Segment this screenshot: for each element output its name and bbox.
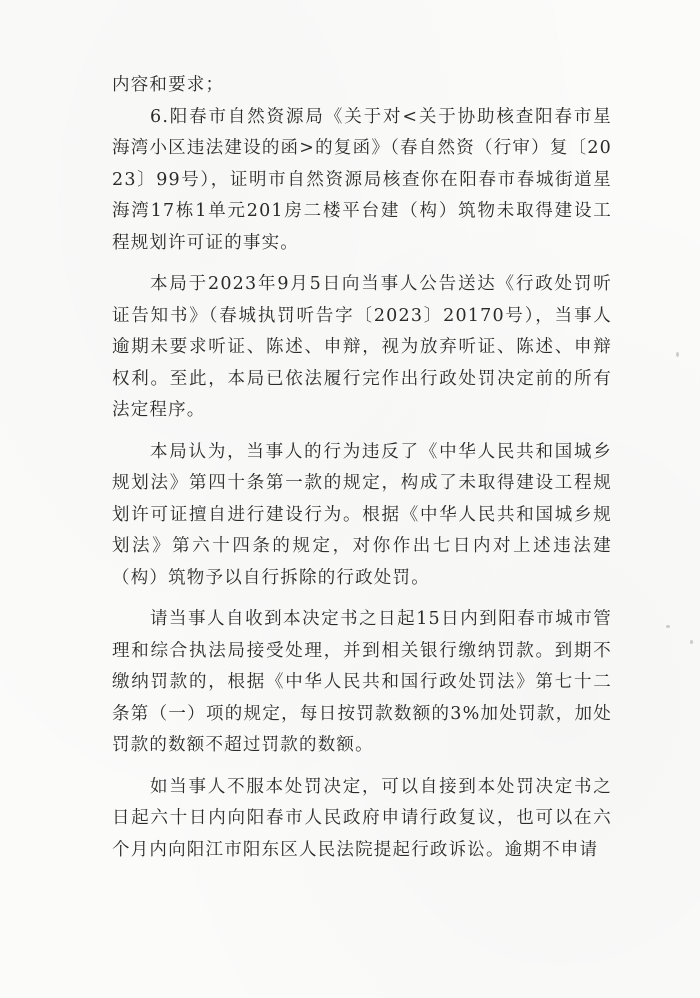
scan-speck xyxy=(666,625,670,628)
paragraph-penalty-payment: 请当事人自收到本决定书之日起15日内到阳春市城市管理和综合执法局接受处理，并到相关银行缴纳罚款。到期不缴纳罚款的，根据《中华人民共和国行政处罚法》第七十二条第（一）项的规定，每日按罚款数额的3%加处罚款，加处罚款的数额不超过罚款的数额。 xyxy=(112,609,612,755)
document-body xyxy=(112,70,612,866)
paragraph-evidence-6: 6.阳春市自然资源局《关于对<关于协助核查阳春市星海湾小区违法建设的函>的复函》（春自然资（行审）复〔2023〕99号），证明市自然资源局核查你在阳春市春城街道星海湾17栋1单元201房二楼平台建（构）筑物未取得建设工程规划许可证的事实。 xyxy=(112,106,612,253)
paragraph-hearing-notice: 本局于2023年9月5日向当事人公告送达《行政处罚听证告知书》（春城执罚听告字〔2023〕20170号），当事人逾期未要求听证、陈述、申辩，视为放弃听证、陈述、申辩权利。至此，本局已依法履行完作出行政处罚决定前的所有法定程序。 xyxy=(112,274,612,420)
scan-speck xyxy=(690,640,693,644)
paragraph-appeal-rights: 如当事人不服本处罚决定，可以自接到本处罚决定书之日起六十日内向阳春市人民政府申请行政复议，也可以在六个月内向阳江市阳东区人民法院提起行政诉讼。逾期不申请 xyxy=(112,776,612,860)
scan-speck xyxy=(676,352,679,357)
paragraph-continuation: 内容和要求； xyxy=(112,75,225,95)
paragraph-violation-finding: 本局认为，当事人的行为违反了《中华人民共和国城乡规划法》第四十条第一款的规定，构成了未取得建设工程规划许可证擅自进行建设行为。根据《中华人民共和国城乡规划法》第六十四条的规定，对你作出七日内对上述违法建（构）筑物予以自行拆除的行政处罚。 xyxy=(112,441,612,588)
